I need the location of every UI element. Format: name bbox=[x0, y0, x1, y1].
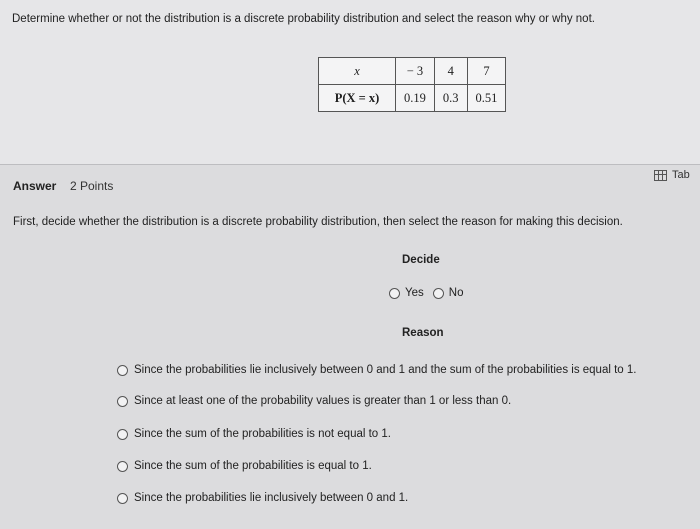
option-label: Since the probabilities lie inclusively between 0 and 1 and the sum of the probabilities is equal to 1. bbox=[134, 364, 637, 376]
table-row-x bbox=[319, 58, 506, 85]
option-label: Yes bbox=[405, 287, 424, 299]
x-header: x bbox=[319, 58, 396, 85]
decide-no-option[interactable] bbox=[433, 287, 464, 299]
option-label: Since the sum of the probabilities is equal to 1. bbox=[134, 460, 372, 472]
instruction-text: First, decide whether the distribution is a discrete probability distribution, then select the reason for making this decision. bbox=[13, 216, 623, 228]
p-value: 0.19 bbox=[396, 85, 435, 112]
question-panel bbox=[0, 0, 700, 164]
x-value: − 3 bbox=[396, 58, 435, 85]
answer-panel bbox=[0, 165, 700, 529]
radio-button[interactable] bbox=[117, 396, 128, 407]
x-value: 7 bbox=[467, 58, 506, 85]
p-header: P(X = x) bbox=[319, 85, 396, 112]
radio-button[interactable] bbox=[117, 493, 128, 504]
decide-label: Decide bbox=[402, 254, 440, 266]
reason-option-3[interactable] bbox=[117, 428, 391, 440]
tab-label: Tab bbox=[672, 169, 690, 181]
reason-label: Reason bbox=[402, 327, 444, 339]
table-icon bbox=[654, 170, 667, 181]
reason-option-4[interactable] bbox=[117, 460, 372, 472]
question-text: Determine whether or not the distribution is a discrete probability distribution and select the reason why or why not. bbox=[12, 13, 595, 25]
answer-title: Answer bbox=[13, 179, 57, 193]
option-label: No bbox=[448, 287, 464, 299]
option-label: Since the probabilities lie inclusively between 0 and 1. bbox=[134, 492, 409, 504]
reason-option-5[interactable] bbox=[117, 492, 408, 504]
x-value: 4 bbox=[434, 58, 467, 85]
reason-option-2[interactable] bbox=[117, 395, 511, 407]
p-value: 0.3 bbox=[434, 85, 467, 112]
distribution-table bbox=[318, 57, 506, 112]
decide-yes-option[interactable] bbox=[389, 287, 424, 299]
radio-button[interactable] bbox=[389, 288, 400, 299]
p-value: 0.51 bbox=[467, 85, 506, 112]
radio-button[interactable] bbox=[117, 365, 128, 376]
option-label: Since the sum of the probabilities is not equal to 1. bbox=[134, 428, 391, 440]
radio-button[interactable] bbox=[117, 461, 128, 472]
table-row-p bbox=[319, 85, 506, 112]
points-label: 2 Points bbox=[70, 179, 114, 193]
radio-button[interactable] bbox=[117, 429, 128, 440]
decide-options bbox=[389, 287, 472, 299]
radio-button[interactable] bbox=[433, 288, 444, 299]
reason-option-1[interactable] bbox=[117, 364, 636, 376]
table-toggle-button[interactable] bbox=[654, 169, 690, 181]
option-label: Since at least one of the probability values is greater than 1 or less than 0. bbox=[134, 395, 512, 407]
